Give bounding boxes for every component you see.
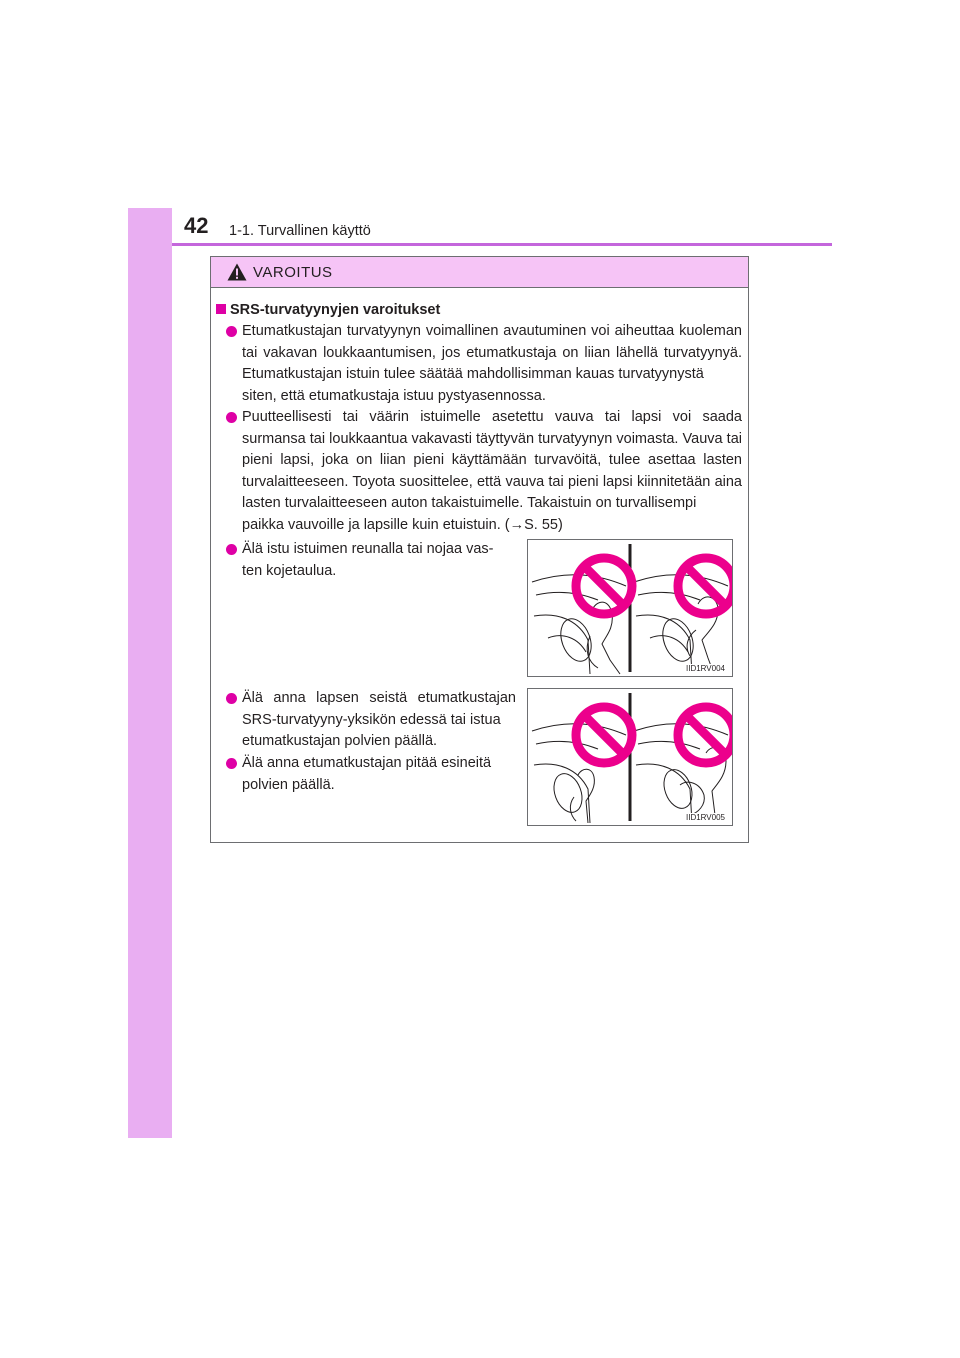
section-title: 1-1. Turvallinen käyttö xyxy=(229,223,371,239)
bullet-dot-icon xyxy=(226,412,237,423)
bullet-dot-icon xyxy=(226,544,237,555)
prohibited-icon xyxy=(678,707,732,763)
bullet-dot-icon xyxy=(226,326,237,337)
bullet-dot-icon xyxy=(226,758,237,769)
illustration-code: IID1RV005 xyxy=(686,813,725,822)
prohibited-icon xyxy=(576,707,632,763)
illustration-child-standing xyxy=(527,688,733,826)
header-rule xyxy=(172,243,832,246)
bullet-item: Älä anna etumatkustajan pitää esineitä polvien päällä. xyxy=(242,753,516,796)
warning-title: VAROITUS xyxy=(253,264,333,281)
bullet-dot-icon xyxy=(226,693,237,704)
illustration-leaning-dashboard xyxy=(527,539,733,677)
bullet-item: Etumatkustajan turvatyynyn voimallinen avautuminen voi aiheuttaa kuoleman tai vakavan loukkaantumisen, jos etumatkustaja on liian lähellä turvatyynyä. Etumatkustajan istuin tulee säätää mahdollisimman kauas turvatyynystä siten, että etumatkustaja istuu pystyasennossa. xyxy=(242,321,742,407)
illustration-drawing xyxy=(528,540,732,676)
warning-box xyxy=(210,256,749,843)
prohibited-icon xyxy=(576,558,632,614)
chapter-side-tab xyxy=(128,208,172,1138)
bullet-item: Älä anna lapsen seistä etumatkustajan SRS-turvatyyny-yksikön edessä tai istua etumatkustajan polvien päällä. xyxy=(242,688,516,753)
square-bullet-icon xyxy=(216,304,226,314)
bullet-item: Älä istu istuimen reunalla tai nojaa vas- ten kojetaulua. xyxy=(242,539,516,582)
prohibited-icon xyxy=(678,558,732,614)
page-number: 42 xyxy=(184,213,209,238)
illustration-code: IID1RV004 xyxy=(686,664,725,673)
warning-subheading: SRS-turvatyynyjen varoitukset xyxy=(216,301,440,319)
warning-triangle-icon xyxy=(227,263,247,281)
illustration-drawing xyxy=(528,689,732,825)
warning-header xyxy=(211,257,748,288)
bullet-item: Puutteellisesti tai väärin istuimelle asetettu vauva tai lapsi voi saada surmansa tai loukkaantua vakavasti täyttyvän turvatyynyn voimasta. Vauva tai pieni lapsi, joka on liian pieni käyttämään turvavöitä, tulee asettaa lasten turvalaitteeseen. Toyota suosittelee, että vauva tai pieni lapsi kiinnitetään aina lasten turvalaitteeseen auton takaistuimelle. Takaistuin on turvallisempi paikka vauvoille ja lapsille kuin etuistuin. (→S. 55) xyxy=(242,407,742,537)
